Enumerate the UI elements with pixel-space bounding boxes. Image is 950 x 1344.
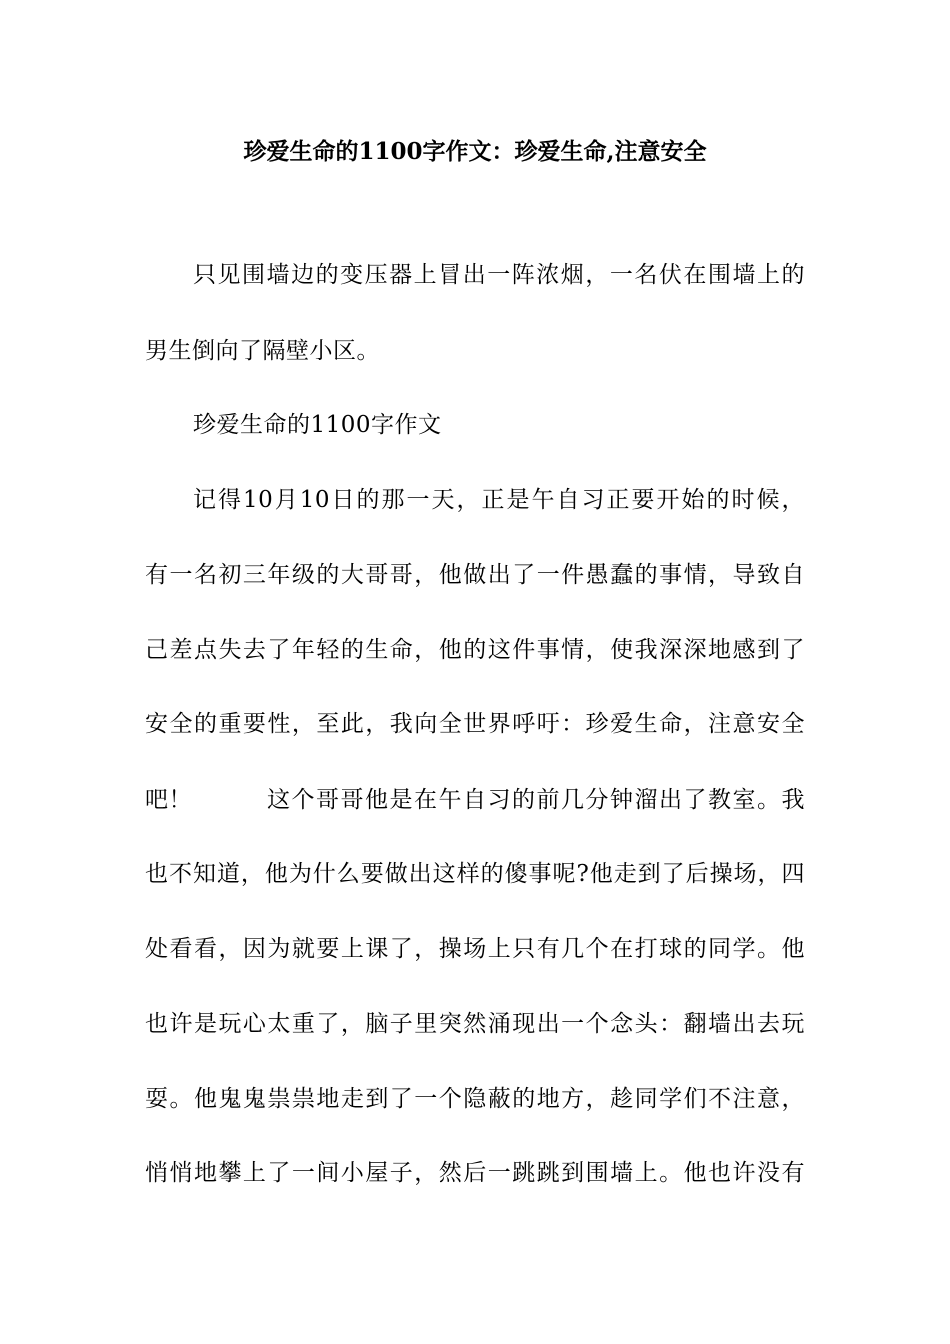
paragraph-line: 记得10月10日的那一天，正是午自习正要开始的时候， <box>193 487 805 513</box>
paragraph-line: 耍。他鬼鬼祟祟地走到了一个隐蔽的地方，趁同学们不注意， <box>145 1086 805 1112</box>
paragraph-line: 男生倒向了隔壁小区。 <box>145 338 380 364</box>
paragraph-line: 安全的重要性，至此，我向全世界呼吁：珍爱生命，注意安全 <box>145 711 805 737</box>
paragraph-line: 这个哥哥他是在午自习的前几分钟溜出了教室。我 <box>267 787 805 813</box>
document-title: 珍爱生命的1100字作文：珍爱生命,注意安全 <box>243 138 707 165</box>
paragraph-line: 也不知道，他为什么要做出这样的傻事呢?他走到了后操场，四 <box>145 861 805 887</box>
paragraph-line: 只见围墙边的变压器上冒出一阵浓烟，一名伏在围墙上的 <box>193 262 805 288</box>
paragraph-line: 悄悄地攀上了一间小屋子，然后一跳跳到围墙上。他也许没有 <box>145 1160 805 1186</box>
paragraph-line: 处看看，因为就要上课了，操场上只有几个在打球的同学。他 <box>145 936 805 962</box>
paragraph-line: 有一名初三年级的大哥哥，他做出了一件愚蠢的事情，导致自 <box>145 562 805 588</box>
subheading-line: 珍爱生命的1100字作文 <box>193 412 442 438</box>
paragraph-line: 吧！ <box>145 787 192 813</box>
paragraph-line: 己差点失去了年轻的生命，他的这件事情，使我深深地感到了 <box>145 637 805 663</box>
paragraph-line: 也许是玩心太重了，脑子里突然涌现出一个念头：翻墙出去玩 <box>145 1011 805 1037</box>
